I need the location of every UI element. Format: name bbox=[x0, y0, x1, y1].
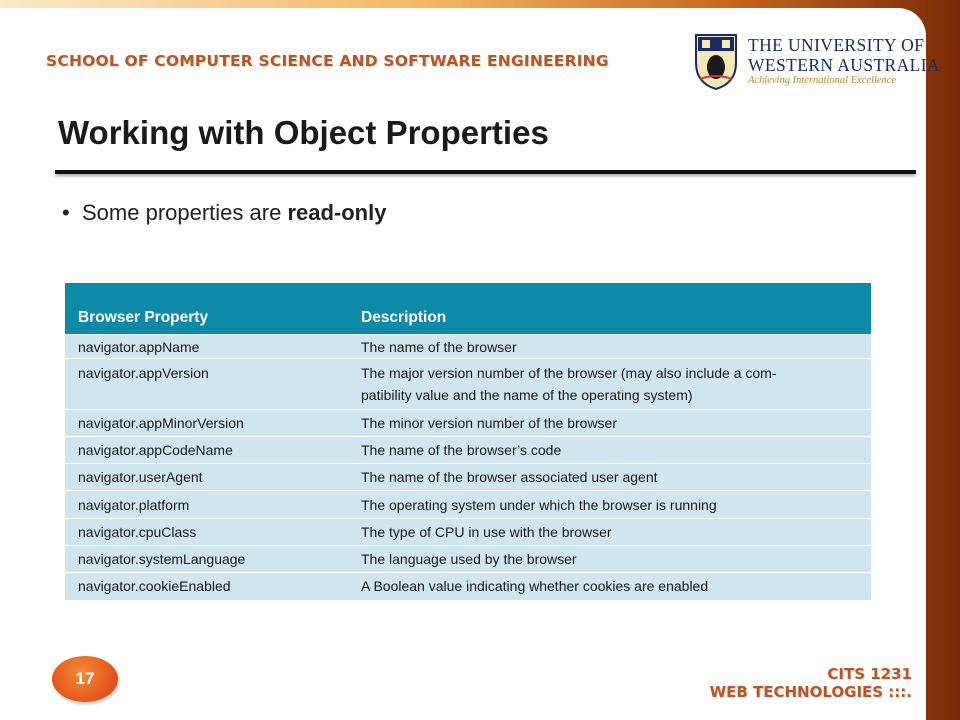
column-header-description: Description bbox=[361, 309, 447, 326]
row-divider bbox=[65, 436, 871, 437]
school-header: SCHOOL OF COMPUTER SCIENCE AND SOFTWARE ENGINEERING bbox=[46, 52, 609, 70]
row-divider bbox=[65, 463, 871, 464]
row-divider bbox=[65, 572, 871, 573]
table-cell-description: The name of the browser associated user agent bbox=[361, 469, 658, 485]
page-number: 17 bbox=[75, 669, 95, 688]
row-divider bbox=[65, 334, 871, 335]
row-divider bbox=[65, 518, 871, 519]
table-cell-description: The name of the browser’s code bbox=[361, 442, 562, 458]
table-cell-description: The language used by the browser bbox=[361, 551, 577, 567]
table-cell-description: The type of CPU in use with the browser bbox=[361, 524, 612, 540]
table-cell-description: The operating system under which the browser is running bbox=[361, 497, 717, 513]
table-cell-property: navigator.appVersion bbox=[78, 365, 209, 381]
university-logo bbox=[694, 33, 941, 93]
bullet-point bbox=[62, 200, 386, 226]
table-cell-property: navigator.systemLanguage bbox=[78, 551, 246, 567]
bullet-text: Some properties are bbox=[82, 200, 288, 225]
browser-property-table bbox=[65, 283, 871, 600]
course-code: CITS 1231 bbox=[827, 665, 912, 683]
row-divider bbox=[65, 409, 871, 410]
bullet-emphasis: read-only bbox=[287, 200, 387, 225]
row-divider bbox=[65, 545, 871, 546]
row-divider bbox=[65, 358, 871, 359]
title-divider bbox=[55, 170, 916, 174]
row-divider bbox=[65, 490, 871, 491]
table-cell-property: navigator.appCodeName bbox=[78, 442, 233, 458]
table-cell-property: navigator.appName bbox=[78, 339, 200, 355]
table-cell-property: navigator.cookieEnabled bbox=[78, 578, 231, 594]
slide-title: Working with Object Properties bbox=[58, 114, 549, 151]
crest-icon bbox=[694, 33, 738, 91]
bullet-dot-icon: • bbox=[62, 200, 70, 225]
table-cell-property: navigator.appMinorVersion bbox=[78, 415, 244, 431]
table-cell-description: The name of the browser bbox=[361, 339, 517, 355]
table-cell-property: navigator.cpuClass bbox=[78, 524, 197, 540]
page-number-badge bbox=[52, 656, 118, 702]
table-cell-description: patibility value and the name of the operating system) bbox=[361, 387, 693, 403]
table-cell-description: The major version number of the browser (may also include a com- bbox=[361, 365, 777, 381]
table-cell-description: A Boolean value indicating whether cookies are enabled bbox=[361, 578, 709, 594]
university-motto: Achieving International Excellence bbox=[748, 75, 897, 86]
column-header-property: Browser Property bbox=[78, 309, 209, 326]
university-name-line1: THE UNIVERSITY OF bbox=[748, 35, 925, 55]
table-cell-property: navigator.userAgent bbox=[78, 469, 203, 485]
university-name-line2: WESTERN AUSTRALIA bbox=[748, 55, 941, 75]
table-cell-description: The minor version number of the browser bbox=[361, 415, 617, 431]
course-name: WEB TECHNOLOGIES :::. bbox=[709, 683, 912, 701]
table-cell-property: navigator.platform bbox=[78, 497, 190, 513]
